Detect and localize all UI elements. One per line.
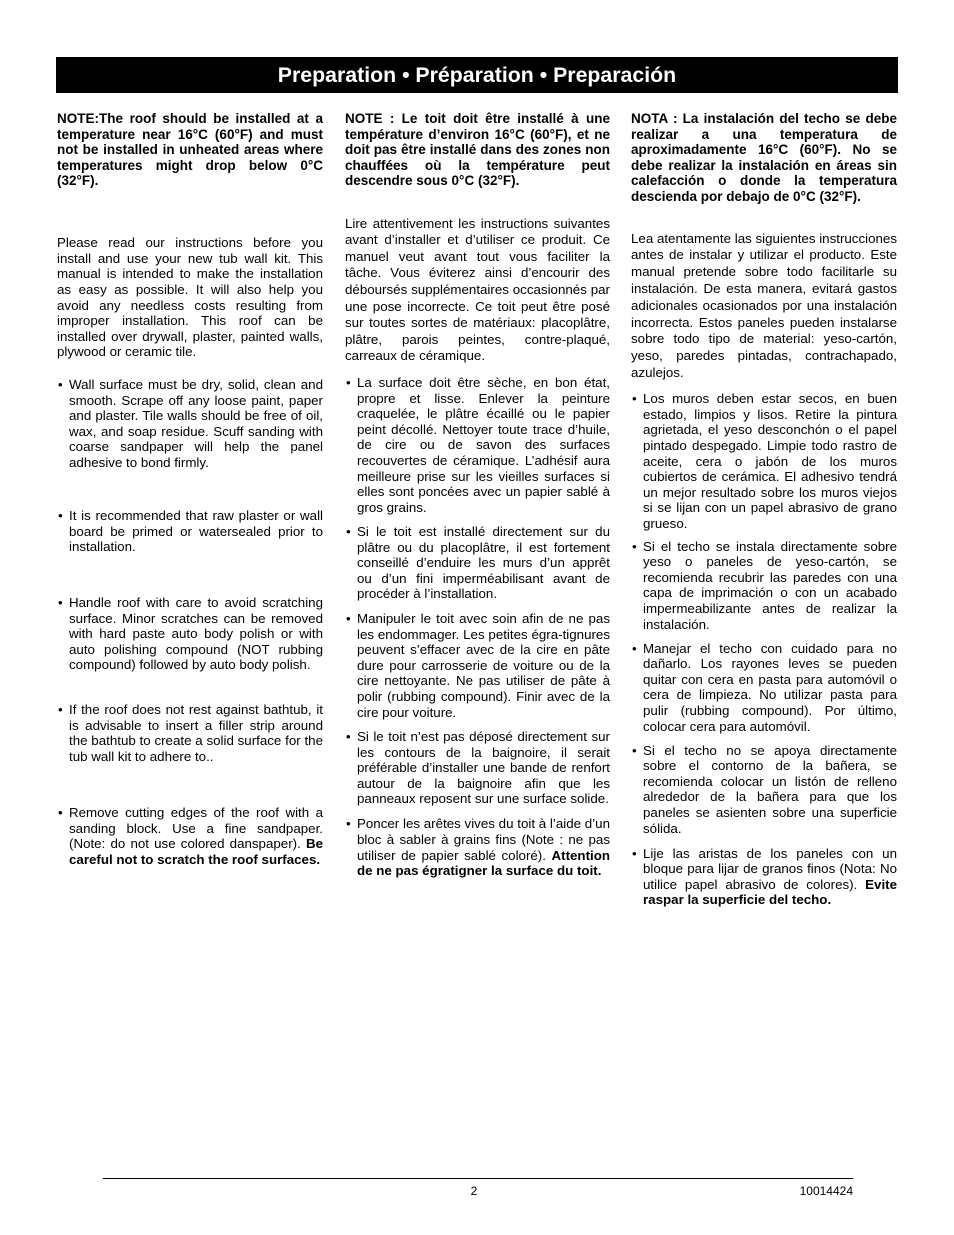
- intro-paragraph: Lea atentamente las siguientes instrucciones antes de instalar y utilizar el producto. Este manual pretende sobre todo facilitarle su instalación. De esta manera, evitará gastos adicionales ocasionados por una instalación incorrecta. Estos paneles pueden instalarse sobre todo tipo de material: yeso-cartón, yeso, paredes pintadas, contrachapado, azulejos.: [631, 230, 897, 380]
- bullet-marker: •: [346, 611, 351, 626]
- intro-paragraph: Please read our instructions before you install and use your new tub wall kit. This manual is intended to make the installation as easy as possible. It will also help you avoid any needless costs resulting from improper installation. This roof can be installed over drywall, plaster, painted walls, plywood or ceramic tile.: [57, 235, 323, 360]
- list-item: [631, 641, 897, 735]
- list-item-text: It is recommended that raw plaster or wall board be primed or watersealed prior to installation.: [69, 508, 323, 555]
- footer-rule: [103, 1178, 853, 1179]
- bullet-marker: •: [632, 845, 637, 861]
- bullet-marker: •: [346, 524, 351, 540]
- temperature-note: NOTE : Le toit doit être installé à une température d’environ 16°C (60°F), et ne doit pas être installé dans des zones non chauffées où la température peut descendre sous 0°C (32°F).: [345, 111, 610, 189]
- list-item-text: If the roof does not rest against bathtub, it is advisable to insert a filler strip around the bathtub to create a solid surface for the tub wall kit to adhere to..: [69, 701, 323, 764]
- list-item-text: Los muros deben estar secos, en buen estado, limpios y lisos. Retire la pintura agrietada, el yeso desconchón o el papel pintado despegado. Limpie todo rastro de aceite, cera o jabón de los muros cubiertos de cerámica. El adhesivo tendrá un mejor resultado sobre los muros viejos si se lijan con un papel abrasivo de grano grueso.: [643, 391, 897, 531]
- list-item: [631, 846, 897, 908]
- list-item: [57, 702, 323, 764]
- column-spanish: [631, 111, 897, 908]
- bullet-marker: •: [58, 508, 63, 524]
- page-number: 2: [470, 1184, 478, 1198]
- column-french: [345, 111, 610, 879]
- bullet-marker: •: [632, 538, 637, 554]
- list-item: [57, 805, 323, 867]
- list-item: [57, 377, 323, 471]
- document-number: 10014424: [799, 1184, 853, 1198]
- list-item: [345, 816, 610, 878]
- list-item-text: Si le toit est installé directement sur du plâtre ou du placoplâtre, il est fortement conseillé d’enduire les murs d’un apprêt ou d’un fini imperméabilisant avant de procéder à l’installation.: [357, 524, 610, 602]
- bullet-marker: •: [346, 728, 351, 744]
- temperature-note: NOTA : La instalación del techo se debe realizar a una temperatura de aproximadamente 16°C (60°F). No se debe realizar la instalación en áreas sin calefacción o donde la temperatura descienda por debajo de 0°C (32°F).: [631, 111, 897, 204]
- bullet-marker: •: [346, 816, 351, 832]
- list-item-text: Manejar el techo con cuidado para no dañarlo. Los rayones leves se pueden quitar con cera en pasta para automóvil o cera de limpieza. No utilizar pasta para pulir (rubbing compound). Por último, colocar cera para automóvil.: [643, 640, 897, 734]
- list-item: [631, 539, 897, 633]
- list-item-text: Poncer les arêtes vives du toit à l’aide d’un bloc à sabler à grains fins (Note : ne pas utiliser de papier sablé coloré).: [357, 816, 610, 863]
- list-item: [57, 508, 323, 555]
- section-header-bar: [56, 57, 898, 93]
- bullet-marker: •: [632, 742, 637, 758]
- bullet-marker: •: [632, 391, 637, 407]
- list-item: [57, 595, 323, 673]
- list-item-warning: Evite raspar la superficie del techo.: [643, 876, 897, 908]
- temperature-note: NOTE:The roof should be installed at a temperature near 16°C (60°F) and must not be installed in unheated areas where temperatures might drop below 0°C (32°F).: [57, 111, 323, 189]
- intro-paragraph: Lire attentivement les instructions suivantes avant d’installer et d’utiliser ce produit. Ce manuel veut avant tout vous faciliter la tâche. Vous éviterez ainsi d’encourir des déboursés supplémentaires occasionnés par une pose incorrecte. Ce toit peut être posé sur toutes sortes de matériaux: placoplâtre, plâtre, parois peintes, contre-plaqué, carreaux de céramique.: [345, 215, 610, 364]
- list-item: [345, 611, 610, 720]
- list-item: [345, 524, 610, 602]
- list-item-text: Si el techo se instala directamente sobre yeso o paneles de yeso-cartón, se recomienda recubrir las paredes con una capa de imprimación o con un acabado impermeabilizante antes de realizar la instalación.: [643, 538, 897, 632]
- list-item-text: Manipuler le toit avec soin afin de ne pas les endommager. Les petites égra-tignures peuvent s’effacer avec de la cire en pâte dure pour carrosserie de voiture ou de la cire nettoyante. Ne pas utiliser de pâte à polir (rubbing compound). Finir avec de la cire pour voiture.: [357, 611, 610, 720]
- bullet-marker: •: [58, 595, 63, 611]
- column-english: [57, 111, 323, 867]
- list-item-text: Lije las aristas de los paneles con un bloque para lijar de granos finos (Nota: No utilice papel abrasivo de colores).: [643, 845, 897, 892]
- section-title: Preparation • Préparation • Preparación: [277, 63, 677, 87]
- list-item: [345, 375, 610, 515]
- list-item-text: Si le toit n’est pas déposé directement sur les contours de la baignoire, il serait préférable d’installer une bande de renfort autour de la baignoire afin que les panneaux reposent sur une surface solide.: [357, 728, 610, 807]
- list-item-warning: Be careful not to scratch the roof surfaces.: [69, 836, 323, 867]
- list-item-text: Si el techo no se apoya directamente sobre el contorno de la bañera, se recomienda colocar un listón de relleno alrededor de la bañera para que los paneles se asienten sobre una superficie sólida.: [643, 742, 897, 836]
- list-item: [631, 743, 897, 837]
- list-item-text: Remove cutting edges of the roof with a sanding block. Use a fine sandpaper. (Note: do not use colored danspaper).: [69, 804, 323, 852]
- list-item-text: La surface doit être sèche, en bon état, propre et lisse. Enlever la peinture craquelée, le plâtre écaillé ou le papier peint décollé. Nettoyer toute trace d’huile, de cire ou de savon des surfaces recouvertes de céramique. L’adhésif aura meilleure prise sur les vieilles surfaces si elles sont poncées avec un papier sablé à gros grains.: [357, 375, 610, 515]
- list-item-text: Handle roof with care to avoid scratching surface. Minor scratches can be removed with hard paste auto body polish or with auto polishing compound (NOT rubbing compound) followed by auto body polish.: [69, 595, 323, 673]
- bullet-marker: •: [58, 701, 63, 717]
- bullet-marker: •: [346, 375, 351, 391]
- bullet-marker: •: [58, 377, 63, 393]
- list-item-warning: Attention de ne pas égratigner la surface du toit.: [357, 847, 610, 879]
- list-item: [631, 391, 897, 531]
- list-item-text: Wall surface must be dry, solid, clean and smooth. Scrape off any loose paint, paper and plaster. Tile walls should be free of oil, wax, and soap residue. Scuff sanding with coarse sandpaper will help the panel adhesive to bond firmly.: [69, 377, 323, 471]
- bullet-marker: •: [632, 640, 637, 656]
- bullet-marker: •: [58, 804, 63, 820]
- list-item: [345, 729, 610, 807]
